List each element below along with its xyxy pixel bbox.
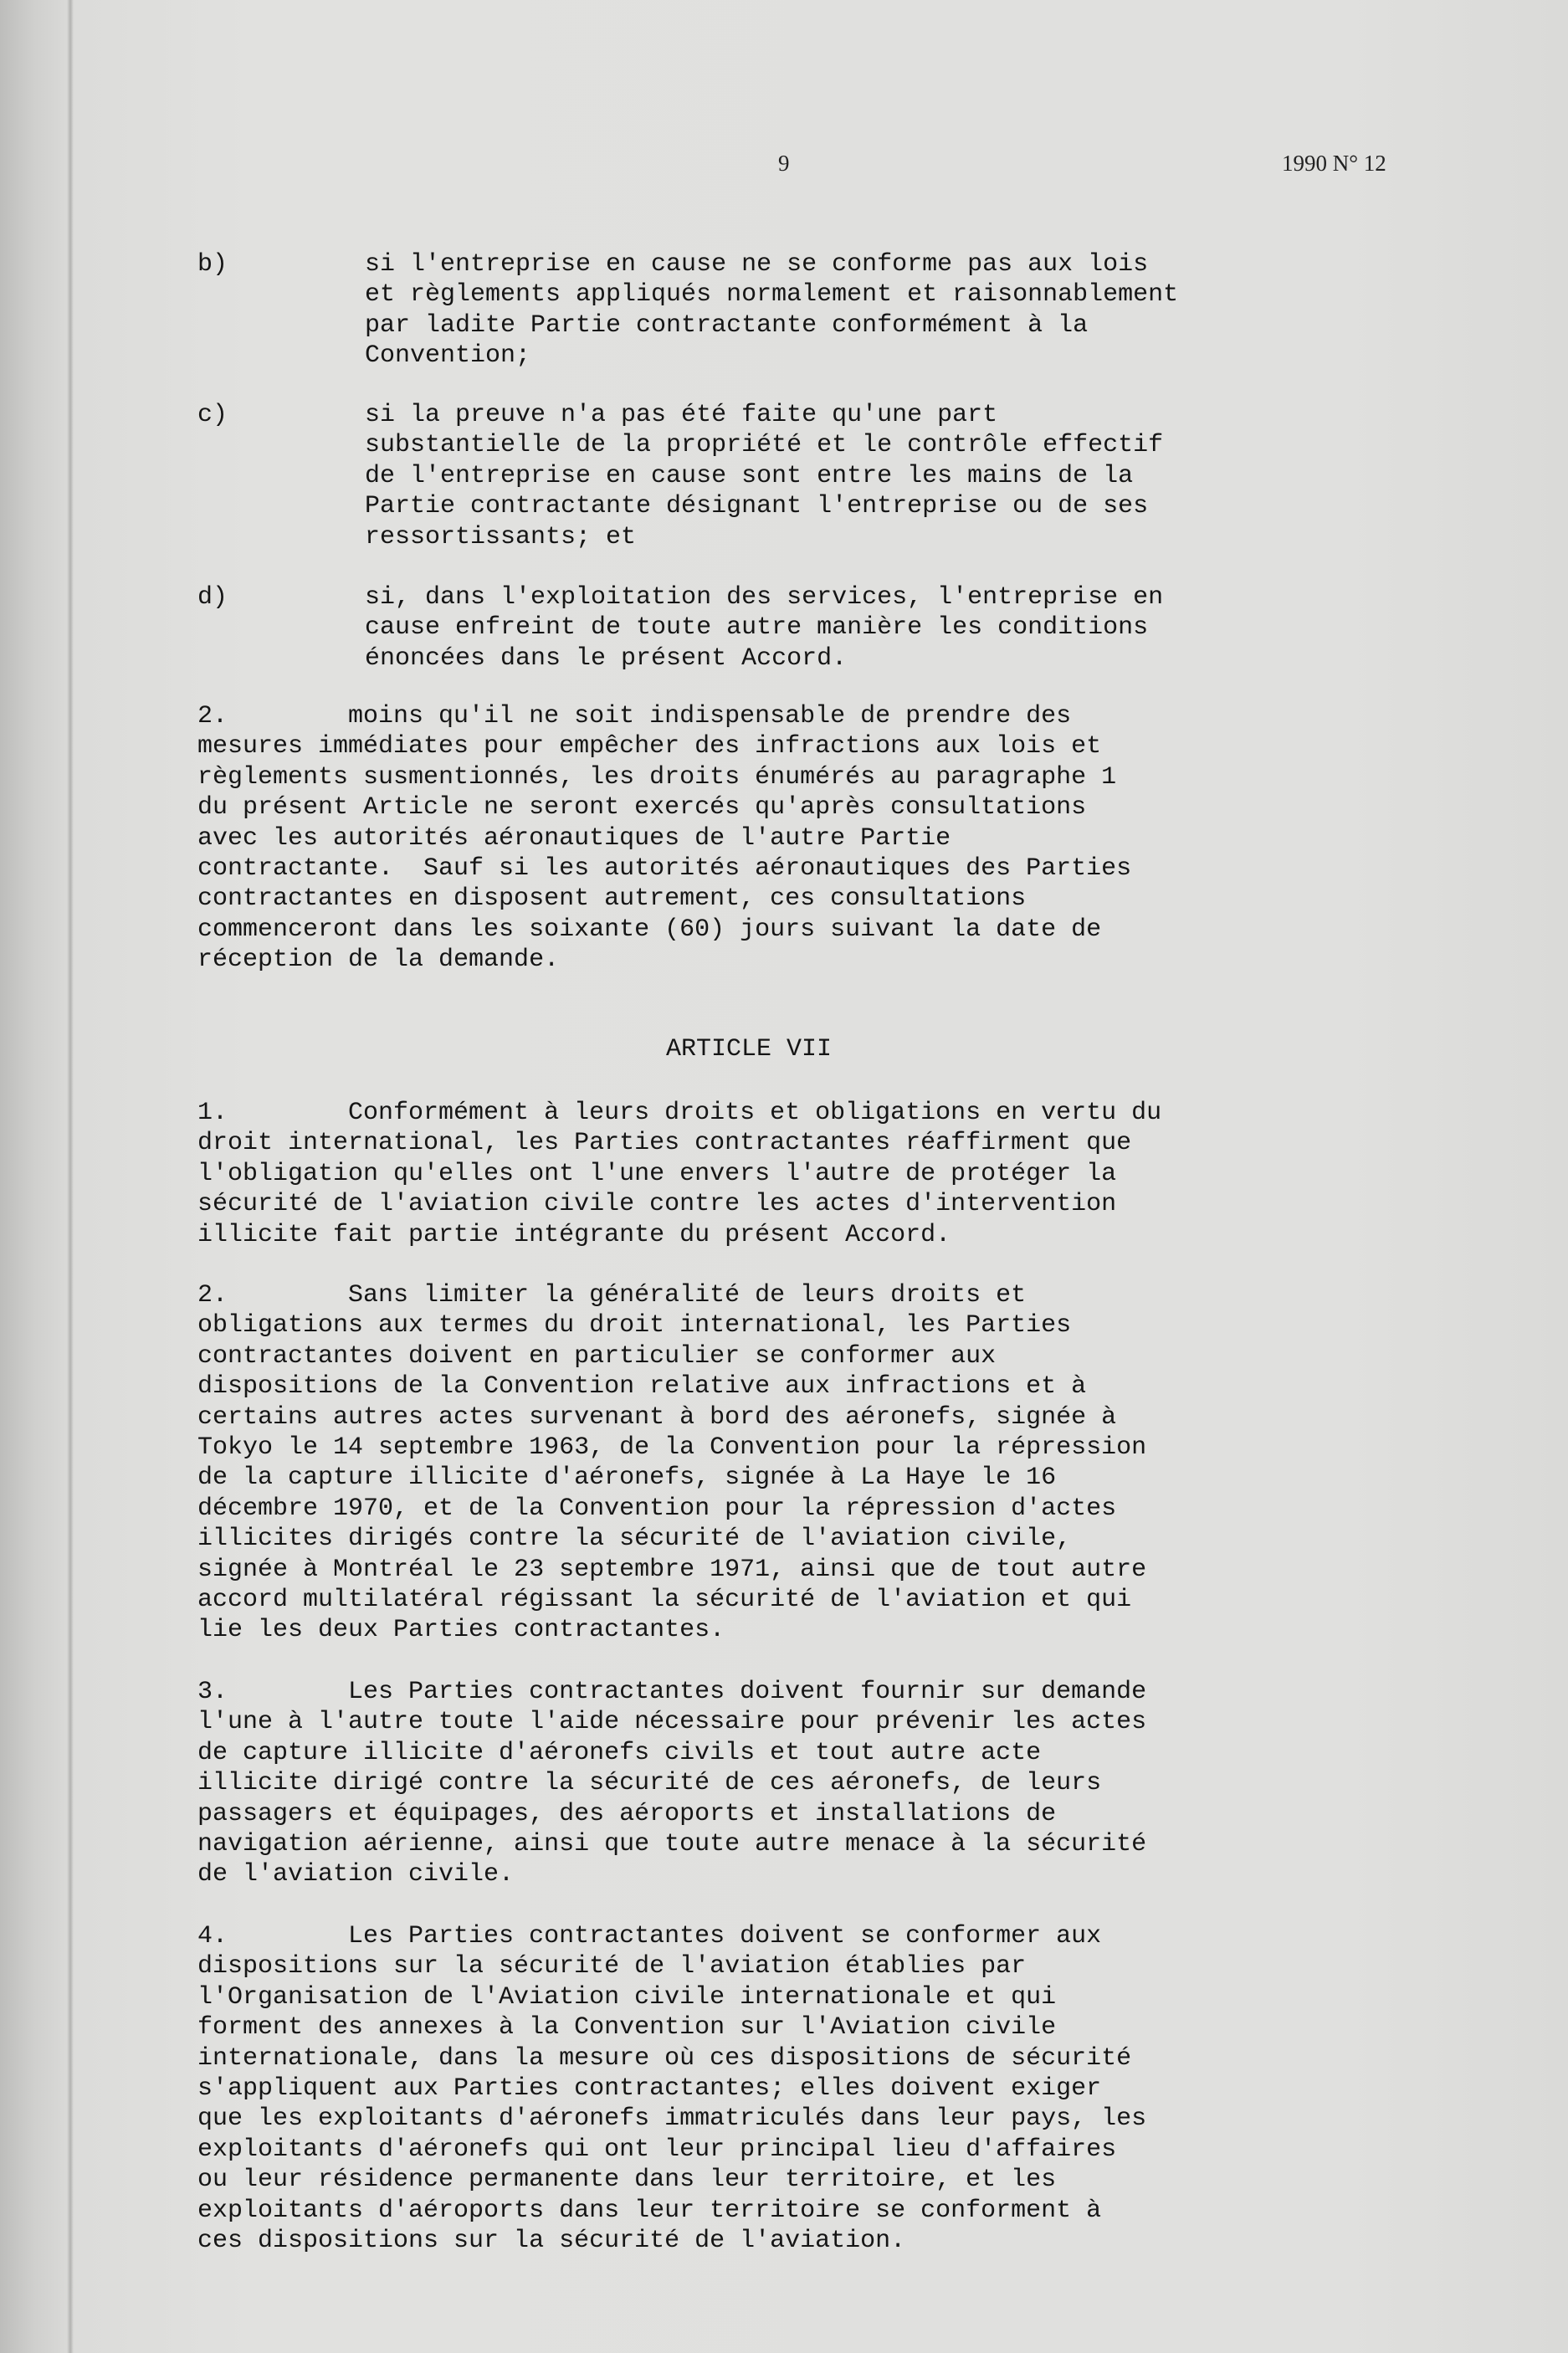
- text-line: que les exploitants d'aéronefs immatriculés dans leur pays, les: [197, 2104, 1147, 2134]
- list-marker: b): [197, 250, 228, 279]
- text-line: droit international, les Parties contractantes réaffirment que: [197, 1129, 1132, 1158]
- list-marker: c): [197, 401, 228, 429]
- text-line: énoncées dans le présent Accord.: [365, 643, 848, 673]
- text-line: navigation aérienne, ainsi que toute autre menace à la sécurité: [197, 1830, 1147, 1859]
- text-line: Convention;: [365, 341, 531, 371]
- text-line: obligations aux termes du droit international, les Parties: [197, 1311, 1072, 1341]
- text-line: ces dispositions sur la sécurité de l'aviation.: [197, 2227, 906, 2256]
- text-line: internationale, dans la mesure où ces dispositions de sécurité: [197, 2043, 1132, 2073]
- list-item-text: [365, 249, 1486, 372]
- text-line: certains autres actes survenant à bord des aéronefs, signée à: [197, 1402, 1117, 1432]
- text-line: dispositions de la Convention relative aux infractions et à: [197, 1372, 1087, 1402]
- text-line: réception de la demande.: [197, 946, 560, 975]
- text-line: 2. moins qu'il ne soit indispensable de prendre des: [197, 702, 1072, 731]
- text-line: 1. Conformément à leurs droits et obligations en vertu du: [197, 1099, 1162, 1127]
- text-line: 3. Les Parties contractantes doivent fournir sur demande: [197, 1678, 1147, 1706]
- text-line: lie les deux Parties contractantes.: [197, 1616, 725, 1645]
- text-line: de capture illicite d'aéronefs civils et tout autre acte: [197, 1738, 1042, 1767]
- text-line: illicites dirigés contre la sécurité de l'aviation civile,: [197, 1525, 1072, 1554]
- text-line: si, dans l'exploitation des services, l'entreprise en: [365, 583, 1164, 612]
- text-line: avec les autorités aéronautiques de l'autre Partie: [197, 823, 951, 853]
- article-paragraph-4: [197, 1921, 1335, 2256]
- paragraph-2-consultations: [197, 701, 1335, 976]
- text-line: signée à Montréal le 23 septembre 1971, ainsi que de tout autre: [197, 1555, 1147, 1584]
- text-line: illicite dirigé contre la sécurité de ces aéronefs, de leurs: [197, 1769, 1102, 1798]
- text-line: illicite fait partie intégrante du présent Accord.: [197, 1220, 951, 1249]
- text-line: de l'entreprise en cause sont entre les mains de la: [365, 461, 1134, 490]
- text-line: 4. Les Parties contractantes doivent se conformer aux: [197, 1922, 1102, 1951]
- text-line: 2. Sans limiter la généralité de leurs droits et: [197, 1281, 1027, 1310]
- text-line: exploitants d'aéroports dans leur territoire se conforment à: [197, 2196, 1102, 2225]
- text-line: par ladite Partie contractante conformément à la: [365, 310, 1089, 340]
- text-line: s'appliquent aux Parties contractantes; elles doivent exiger: [197, 2074, 1102, 2104]
- text-line: contractantes en disposent autrement, ces consultations: [197, 884, 1027, 914]
- text-line: de l'aviation civile.: [197, 1860, 515, 1889]
- text-line: ou leur résidence permanente dans leur territoire, et les: [197, 2166, 1057, 2195]
- article-paragraph-1: [197, 1098, 1335, 1250]
- text-line: du présent Article ne seront exercés qu'après consultations: [197, 793, 1087, 823]
- list-item-text: [365, 582, 1486, 674]
- text-line: de la capture illicite d'aéronefs, signée à La Haye le 16: [197, 1464, 1057, 1493]
- text-line: règlements susmentionnés, les droits énumérés au paragraphe 1: [197, 762, 1117, 792]
- text-line: sécurité de l'aviation civile contre les actes d'intervention: [197, 1190, 1117, 1219]
- text-line: l'une à l'autre toute l'aide nécessaire pour prévenir les actes: [197, 1708, 1147, 1737]
- article-paragraph-2: [197, 1280, 1335, 1646]
- text-line: exploitants d'aéronefs qui ont leur principal lieu d'affaires: [197, 2135, 1117, 2164]
- list-item-text: [365, 400, 1486, 552]
- text-line: contractante. Sauf si les autorités aéronautiques des Parties: [197, 854, 1132, 884]
- text-line: accord multilatéral régissant la sécurité de l'aviation et qui: [197, 1586, 1132, 1615]
- page-number: 9: [778, 151, 790, 176]
- text-line: et règlements appliqués normalement et raisonnablement: [365, 280, 1179, 310]
- text-line: dispositions sur la sécurité de l'aviation établies par: [197, 1952, 1027, 1981]
- text-line: forment des annexes à la Convention sur l'Aviation civile: [197, 2013, 1057, 2043]
- text-line: commenceront dans les soixante (60) jours suivant la date de: [197, 915, 1102, 944]
- text-line: l'obligation qu'elles ont l'une envers l'autre de protéger la: [197, 1159, 1117, 1188]
- list-marker: d): [197, 583, 228, 612]
- text-line: Tokyo le 14 septembre 1963, de la Convention pour la répression: [197, 1433, 1147, 1463]
- page-binding-shadow: [67, 0, 74, 2353]
- text-line: si l'entreprise en cause ne se conforme pas aux lois: [365, 250, 1149, 279]
- text-line: mesures immédiates pour empêcher des infractions aux lois et: [197, 732, 1102, 761]
- document-reference: 1990 N° 12: [1282, 151, 1386, 176]
- text-line: ressortissants; et: [365, 522, 637, 551]
- text-line: contractantes doivent en particulier se conformer aux: [197, 1341, 997, 1371]
- text-line: cause enfreint de toute autre manière les conditions: [365, 613, 1149, 643]
- article-paragraph-3: [197, 1677, 1335, 1890]
- text-line: l'Organisation de l'Aviation civile internationale et qui: [197, 1982, 1057, 2012]
- text-line: passagers et équipages, des aéroports et installations de: [197, 1799, 1057, 1828]
- text-line: substantielle de la propriété et le contrôle effectif: [365, 431, 1164, 460]
- article-heading: ARTICLE VII: [666, 1035, 833, 1064]
- text-line: si la preuve n'a pas été faite qu'une part: [365, 401, 998, 429]
- text-line: décembre 1970, et de la Convention pour la répression d'actes: [197, 1494, 1117, 1523]
- text-line: Partie contractante désignant l'entreprise ou de ses: [365, 492, 1149, 521]
